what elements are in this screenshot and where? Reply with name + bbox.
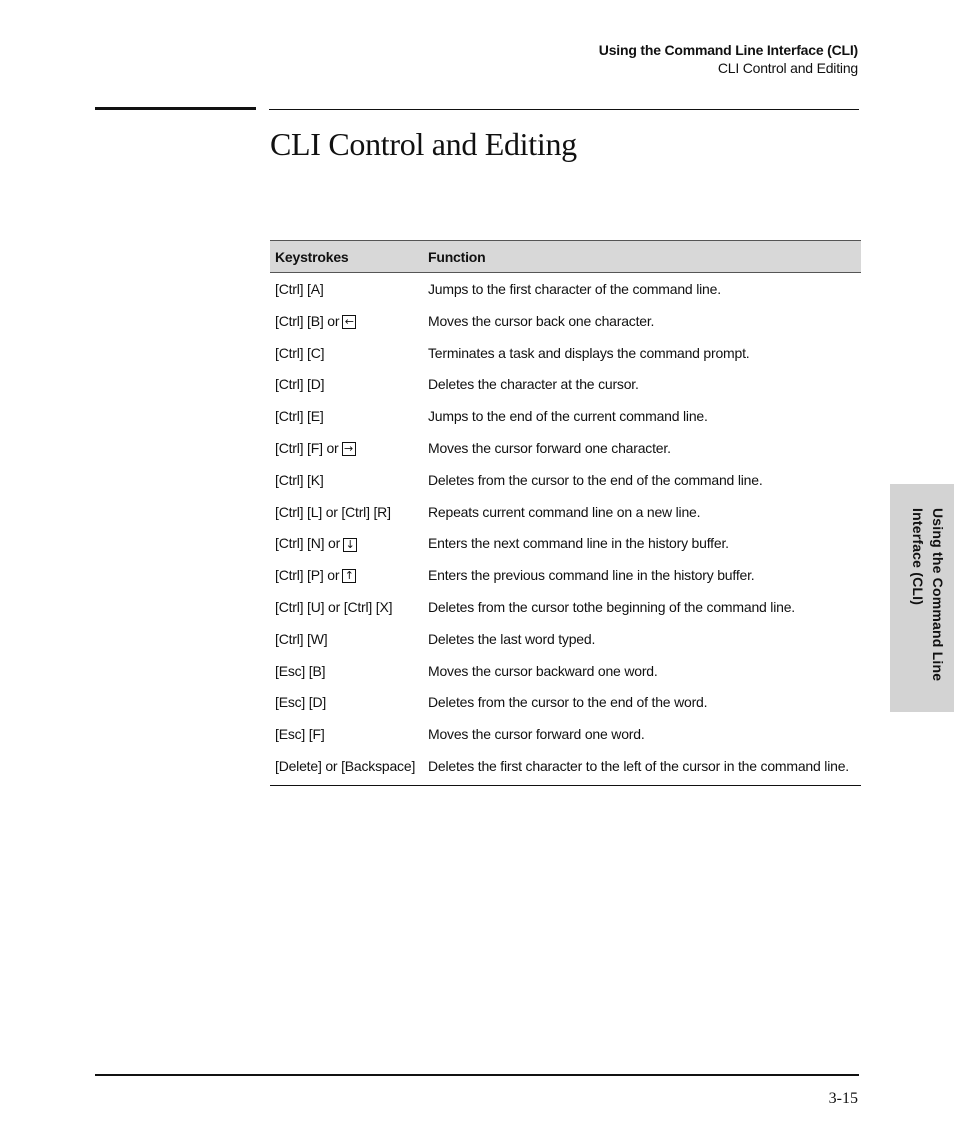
function-cell: Enters the next command line in the history buffer. [428, 535, 729, 552]
function-cell: Jumps to the end of the current command line. [428, 408, 708, 425]
keystroke-text: [Ctrl] [E] [275, 408, 324, 425]
running-header [599, 41, 858, 77]
column-header-function: Function [423, 241, 861, 273]
function-cell: Jumps to the first character of the command line. [428, 281, 721, 297]
keystroke-cell [270, 688, 423, 720]
keystroke-cell [270, 402, 423, 434]
keystroke-cell [270, 720, 423, 752]
keystroke-table [270, 240, 861, 786]
function-cell: Repeats current command line on a new line. [428, 503, 701, 520]
down-arrow-key-icon: ↓ [343, 538, 357, 552]
keystroke-cell [270, 273, 423, 307]
side-chapter-tab [890, 484, 954, 712]
table-row [270, 273, 861, 307]
page-title: CLI Control and Editing [270, 126, 577, 162]
keystroke-cell [270, 370, 423, 402]
keystroke-text: [Ctrl] [U] or [Ctrl] [X] [275, 598, 393, 615]
keystroke-cell [270, 529, 423, 561]
header-section-title: CLI Control and Editing [717, 60, 858, 76]
keystroke-text: [Ctrl] [D] [275, 376, 325, 393]
function-cell: Deletes from the cursor to the end of the command line. [428, 471, 763, 488]
keystroke-cell [270, 752, 423, 785]
keystroke-cell [270, 307, 423, 339]
function-cell: Terminates a task and displays the command prompt. [428, 344, 750, 361]
table-row [270, 561, 861, 593]
keystroke-text: [Ctrl] [N] or [275, 535, 341, 552]
keystroke-text: [Esc] [D] [275, 694, 327, 711]
function-cell: Deletes the first character to the left of the cursor in the command line. [423, 752, 861, 785]
right-arrow-key-icon: → [342, 442, 356, 456]
function-cell: Enters the previous command line in the history buffer. [428, 567, 755, 584]
keystroke-cell [270, 593, 423, 625]
keystroke-text: [Ctrl] [B] or [275, 312, 340, 329]
function-cell: Deletes from the cursor tothe beginning of the command line. [428, 598, 795, 615]
function-cell: Moves the cursor forward one character. [428, 439, 671, 456]
side-tab-label: Using the Command Line Interface (CLI) [910, 508, 946, 682]
table-row [270, 498, 861, 530]
function-cell: Deletes the last word typed. [428, 630, 596, 647]
table-row [270, 593, 861, 625]
function-cell: Deletes the character at the cursor. [428, 376, 639, 393]
header-chapter-title: Using the Command Line Interface (CLI) [598, 42, 858, 58]
table-row [270, 657, 861, 689]
title-rule-long [269, 109, 859, 110]
table-row [270, 688, 861, 720]
table-row [270, 434, 861, 466]
table-row [270, 402, 861, 434]
table-row [270, 752, 861, 785]
table-row [270, 370, 861, 402]
keystroke-cell [270, 339, 423, 371]
up-arrow-key-icon: ↑ [342, 569, 356, 583]
keystroke-cell [270, 657, 423, 689]
keystroke-cell [270, 561, 423, 593]
keystroke-text: [Ctrl] [P] or [275, 567, 340, 584]
table-row [270, 625, 861, 657]
keystroke-cell [270, 434, 423, 466]
keystroke-text: [Ctrl] [W] [275, 630, 328, 647]
footer-rule [95, 1074, 859, 1076]
keystroke-text: [Ctrl] [C] [275, 344, 325, 361]
keystroke-text: [Ctrl] [A] [275, 281, 324, 297]
keystroke-text: [Delete] or [Backspace] [275, 757, 416, 774]
keystroke-text: [Esc] [B] [275, 662, 326, 679]
table-row [270, 466, 861, 498]
table-body [270, 273, 861, 786]
table-row [270, 529, 861, 561]
table-row [270, 339, 861, 371]
function-cell: Deletes from the cursor to the end of the word. [428, 694, 708, 711]
keystroke-text: [Ctrl] [F] or [275, 439, 339, 456]
function-cell: Moves the cursor forward one word. [428, 726, 645, 743]
keystroke-cell [270, 466, 423, 498]
keystroke-text: [Ctrl] [K] [275, 471, 324, 488]
keystroke-text: [Ctrl] [L] or [Ctrl] [R] [275, 503, 391, 520]
function-cell: Moves the cursor backward one word. [428, 662, 658, 679]
page-number: 3-15 [828, 1090, 858, 1107]
title-rule-short [95, 107, 256, 110]
table-row [270, 307, 861, 339]
keystroke-cell [270, 625, 423, 657]
function-cell: Moves the cursor back one character. [428, 312, 655, 329]
keystroke-text: [Esc] [F] [275, 726, 325, 743]
left-arrow-key-icon: ← [342, 315, 356, 329]
table-header-row [270, 241, 861, 273]
table-row [270, 720, 861, 752]
keystroke-cell [270, 498, 423, 530]
column-header-keystrokes: Keystrokes [270, 241, 423, 273]
